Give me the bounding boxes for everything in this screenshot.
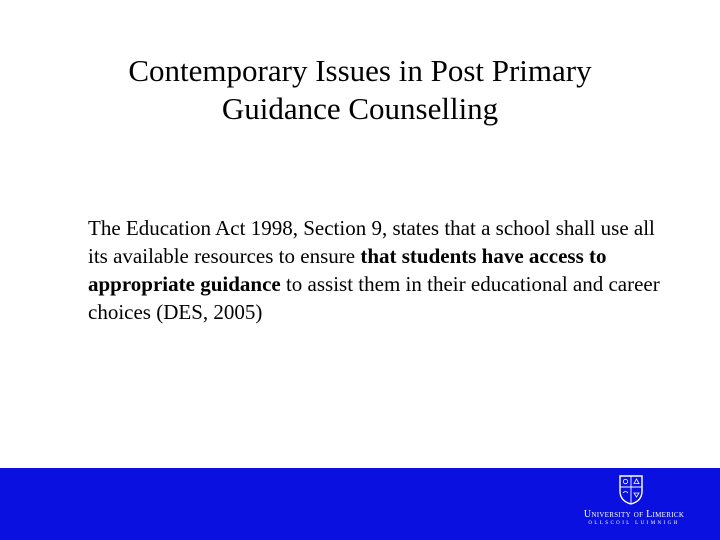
university-name-irish: OLLSCOIL LUIMNIGH xyxy=(588,521,680,526)
slide-title-line-1: Contemporary Issues in Post Primary xyxy=(128,53,592,88)
slide-title-line-2: Guidance Counselling xyxy=(221,91,499,126)
body-text-part-1: The Education Act 1998, Section 9, states that a school shall use all its available resources to ensure xyxy=(88,216,655,268)
footer-band xyxy=(0,468,720,540)
slide-title xyxy=(60,52,660,128)
body-emphasis: that students have access to appropriate guidance xyxy=(88,244,607,296)
slide-body-text xyxy=(88,214,668,326)
university-logo xyxy=(572,509,696,528)
university-name: University of Limerick xyxy=(583,509,685,520)
body-text-part-2: to assist them in their educational and career choices (DES, 2005) xyxy=(88,272,660,324)
crest-icon xyxy=(618,474,644,505)
